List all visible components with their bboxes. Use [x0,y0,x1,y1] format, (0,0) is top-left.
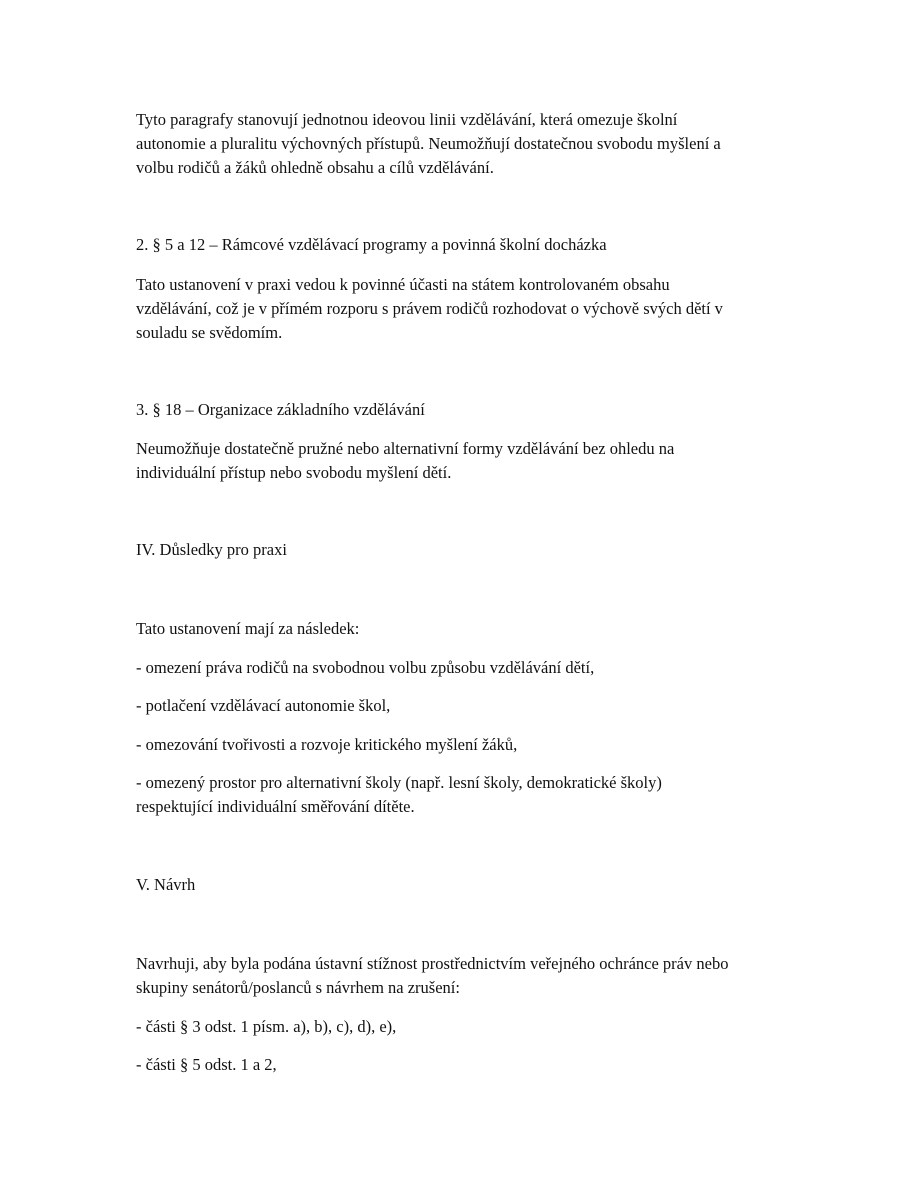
paragraph-line: Tyto paragrafy stanovují jednotnou ideovou linii vzdělávání, která omezuje školní [136,110,678,129]
paragraph-line: Neumožňuje dostatečně pružné nebo alternativní formy vzdělávání bez ohledu na [136,439,675,458]
paragraph-line: Navrhuji, aby byla podána ústavní stížnost prostřednictvím veřejného ochránce práv nebo [136,954,729,973]
paragraph-line: individuální přístup nebo svobodu myšlení dětí. [136,463,452,482]
list-item: - části § 5 odst. 1 a 2, [136,1055,277,1074]
section-iv-intro: Tato ustanovení mají za následek: [136,619,360,638]
paragraph-line: souladu se svědomím. [136,323,283,342]
section-3-heading: 3. § 18 – Organizace základního vzdělávání [136,400,425,419]
paragraph-line: vzdělávání, což je v přímém rozporu s právem rodičů rozhodovat o výchově svých dětí v [136,299,723,318]
list-item-continuation: respektující individuální směřování dítěte. [136,797,415,816]
list-item: - omezený prostor pro alternativní školy (např. lesní školy, demokratické školy) [136,773,662,792]
list-item: - části § 3 odst. 1 písm. a), b), c), d), e), [136,1017,397,1036]
paragraph-line: autonomie a pluralitu výchovných přístupů. Neumožňují dostatečnou svobodu myšlení a [136,134,721,153]
section-v-heading: V. Návrh [136,875,196,894]
section-iv-heading: IV. Důsledky pro praxi [136,540,287,559]
list-item: - omezování tvořivosti a rozvoje kritického myšlení žáků, [136,735,518,754]
list-item: - omezení práva rodičů na svobodnou volbu způsobu vzdělávání dětí, [136,658,595,677]
list-item: - potlačení vzdělávací autonomie škol, [136,696,391,715]
paragraph-line: skupiny senátorů/poslanců s návrhem na zrušení: [136,978,460,997]
paragraph-line: volbu rodičů a žáků ohledně obsahu a cílů vzdělávání. [136,158,494,177]
section-2-heading: 2. § 5 a 12 – Rámcové vzdělávací programy a povinná školní docházka [136,235,607,254]
paragraph-line: Tato ustanovení v praxi vedou k povinné účasti na státem kontrolovaném obsahu [136,275,670,294]
